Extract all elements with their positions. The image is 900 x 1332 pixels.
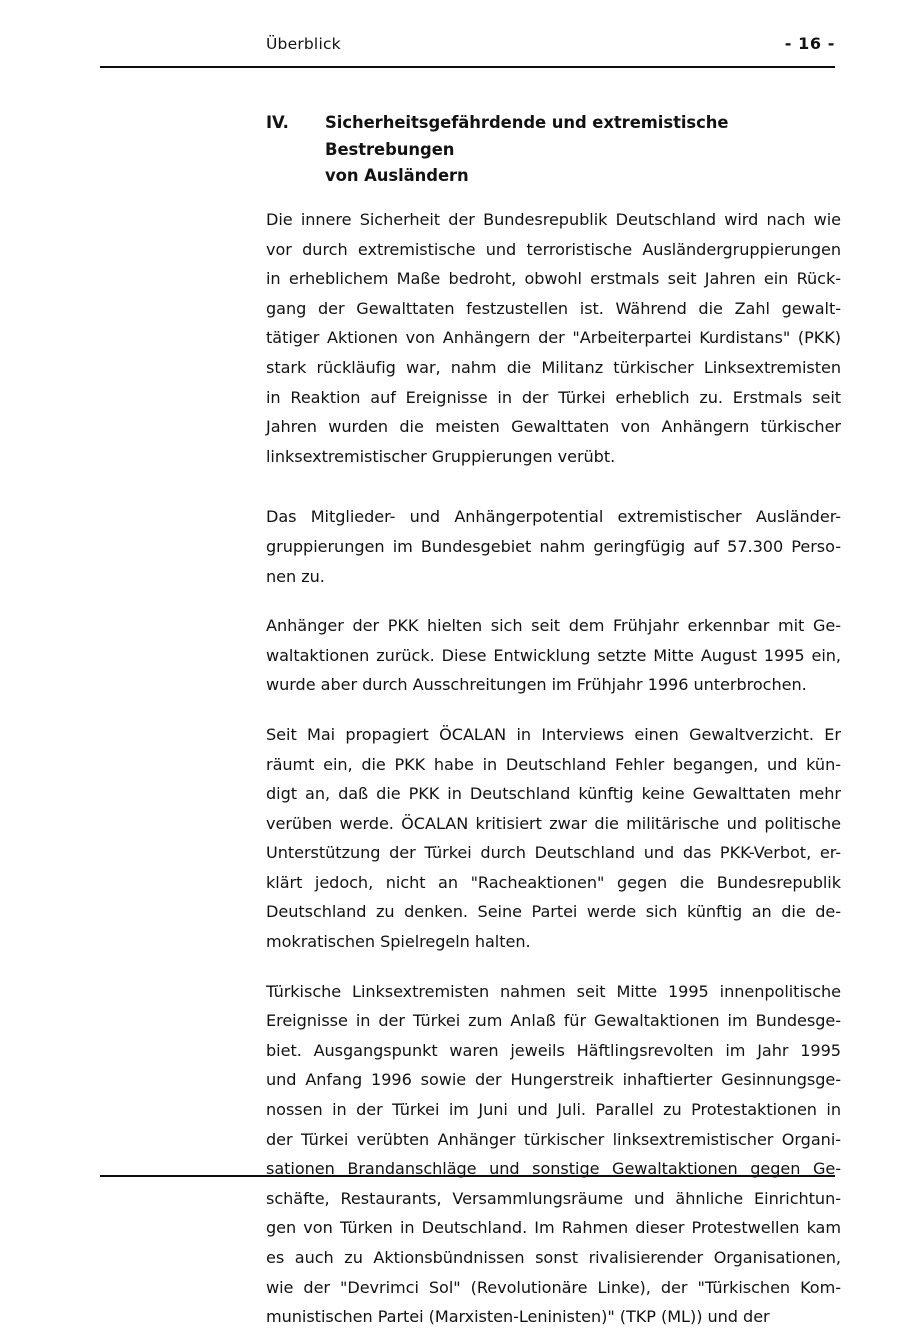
text-line: tätiger Aktionen von Anhängern der "Arbeiterpartei Kurdistans" (PKK) <box>266 328 841 348</box>
paragraph-gap <box>266 957 841 977</box>
header-section-title: Überblick <box>266 35 341 53</box>
text-line: schäfte, Restaurants, Versammlungsräume und ähnliche Einrichtun- <box>266 1188 841 1208</box>
text-line: waltaktionen zurück. Diese Entwicklung setzte Mitte August 1995 ein, <box>266 645 841 665</box>
text-line: verüben werde. ÖCALAN kritisiert zwar die militärische und politische <box>266 813 841 833</box>
text-line: Deutschland zu denken. Seine Partei werde sich künftig an die de- <box>266 902 841 922</box>
paragraph-gap <box>266 700 841 720</box>
text-line: stark rückläufig war, nahm die Militanz türkischer Linksextremisten <box>266 357 841 377</box>
paragraph-3 <box>266 611 841 700</box>
text-line: munistischen Partei (Marxisten-Leninisten)" (TKP (ML)) und der <box>266 1307 770 1327</box>
text-line: digt an, daß die PKK in Deutschland künftig keine Gewalttaten mehr <box>266 784 841 804</box>
text-line: in Reaktion auf Ereignisse in der Türkei erheblich zu. Erstmals seit <box>266 387 841 407</box>
section-title-line-1: Sicherheitsgefährdende und extremistische Bestrebungen <box>325 113 729 159</box>
text-line: Jahren wurden die meisten Gewalttaten von Anhängern türkischer <box>266 417 841 437</box>
text-line: der Türkei verübten Anhänger türkischer linksextremistischer Organi- <box>266 1129 841 1149</box>
body-text-block <box>266 205 841 1332</box>
paragraph-2 <box>266 502 841 591</box>
text-line: Türkische Linksextremisten nahmen seit Mitte 1995 innenpolitische <box>266 981 841 1001</box>
header-divider-rule <box>100 66 835 68</box>
text-line: Unterstützung der Türkei durch Deutschland und das PKK-Verbot, er- <box>266 843 841 863</box>
paragraph-5 <box>266 977 841 1332</box>
footer-divider-rule <box>100 1175 835 1177</box>
section-number: IV. <box>266 113 289 132</box>
text-line: räumt ein, die PKK habe in Deutschland Fehler begangen, und kün- <box>266 754 841 774</box>
text-line: mokratischen Spielregeln halten. <box>266 932 531 952</box>
running-header <box>100 34 835 53</box>
section-heading-first-row <box>266 110 846 163</box>
text-line: in erheblichem Maße bedroht, obwohl erstmals seit Jahren ein Rück- <box>266 269 841 289</box>
text-line: wurde aber durch Ausschreitungen im Frühjahr 1996 unterbrochen. <box>266 675 807 695</box>
text-line: klärt jedoch, nicht an "Racheaktionen" gegen die Bundesrepublik <box>266 872 841 892</box>
paragraph-gap <box>266 471 841 502</box>
text-line: Ereignisse in der Türkei zum Anlaß für Gewaltaktionen im Bundesge- <box>266 1011 841 1031</box>
paragraph-4 <box>266 720 841 957</box>
page-number: - 16 - <box>784 34 835 53</box>
text-line: gen von Türken in Deutschland. Im Rahmen dieser Protestwellen kam <box>266 1218 841 1238</box>
text-line: biet. Ausgangspunkt waren jeweils Häftlingsrevolten im Jahr 1995 <box>266 1040 841 1060</box>
text-line: es auch zu Aktionsbündnissen sonst rivalisierender Organisationen, <box>266 1248 841 1267</box>
text-line: Die innere Sicherheit der Bundesrepublik Deutschland wird nach wie <box>266 210 841 229</box>
text-line: und Anfang 1996 sowie der Hungerstreik inhaftierter Gesinnungsge- <box>266 1070 841 1090</box>
text-line: nen zu. <box>266 566 325 586</box>
text-line: wie der "Devrimci Sol" (Revolutionäre Linke), der "Türkischen Kom- <box>266 1277 841 1297</box>
text-line: Das Mitglieder- und Anhängerpotential extremistischer Ausländer- <box>266 507 841 527</box>
text-line: vor durch extremistische und terroristische Ausländergruppierungen <box>266 239 841 259</box>
section-heading <box>266 110 846 190</box>
paragraph-gap <box>266 591 841 611</box>
text-line: gruppierungen im Bundesgebiet nahm geringfügig auf 57.300 Perso- <box>266 536 841 556</box>
text-line: nossen in der Türkei im Juni und Juli. Parallel zu Protestaktionen in <box>266 1100 841 1120</box>
text-line: Anhänger der PKK hielten sich seit dem Frühjahr erkennbar mit Ge- <box>266 616 841 636</box>
text-line: gang der Gewalttaten festzustellen ist. Während die Zahl gewalt- <box>266 298 841 318</box>
text-line: linksextremistischer Gruppierungen verübt. <box>266 446 616 466</box>
text-line: Seit Mai propagiert ÖCALAN in Interviews einen Gewaltverzicht. Er <box>266 724 841 744</box>
section-title-line-2: von Ausländern <box>325 166 469 186</box>
text-line: sationen Brandanschläge und sonstige Gewaltaktionen gegen Ge- <box>266 1159 841 1179</box>
paragraph-1 <box>266 205 841 471</box>
section-heading-second-row <box>266 163 846 190</box>
